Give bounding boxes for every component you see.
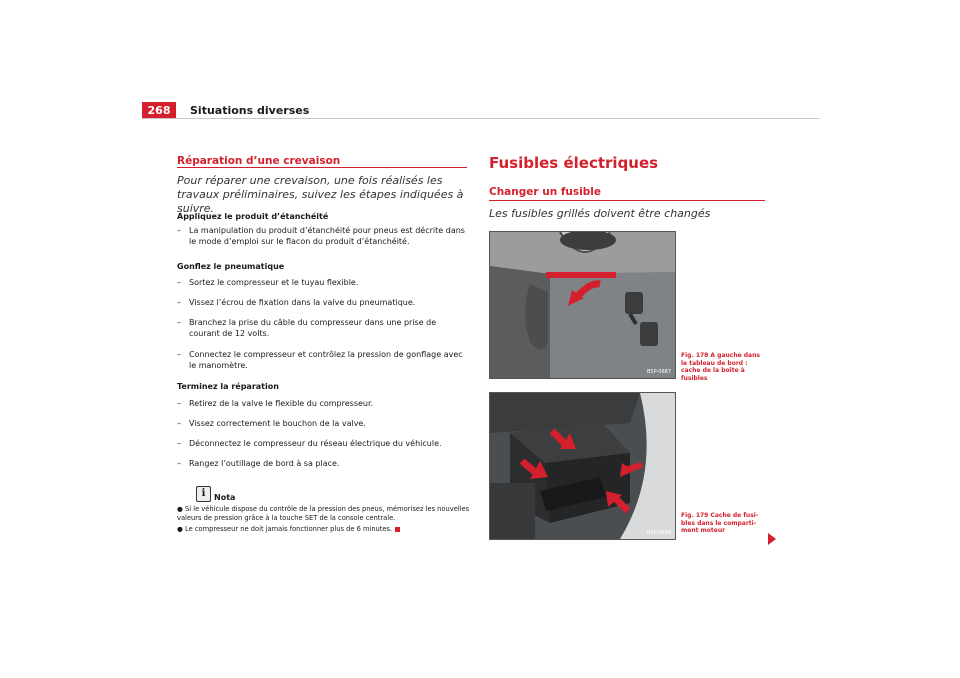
step-dash: – (177, 226, 181, 235)
figure-178-illustration (490, 232, 675, 378)
step-text: Connectez le compresseur et contrôlez la pression de gonflage avec le manomètre. (189, 350, 463, 370)
section-intro: Pour réparer une crevaison, une fois réalisés les travaux préliminaires, suivez les étapes indiquées à suivre. (177, 174, 464, 215)
bullet-dot: ● (177, 505, 183, 513)
step-dash: – (177, 419, 181, 428)
step-dash: – (177, 439, 181, 448)
bullet-dot: ● (177, 525, 183, 533)
next-page-arrow-icon (768, 533, 776, 545)
subheading-gonflez: Gonflez le pneumatique (177, 262, 285, 271)
bullet-text: Si le véhicule dispose du contrôle de la pression des pneus, mémorisez les nouvelles valeurs de pression grâce à la touche SET de la console centrale. (177, 505, 470, 522)
figure-178-dashboard (489, 231, 676, 379)
bullet-text: Le compresseur ne doit jamais fonctionner plus de 6 minutes. (184, 525, 393, 533)
page-number: 268 (142, 102, 176, 119)
section-rule (177, 167, 467, 168)
step-item (177, 349, 469, 371)
figure-179-illustration (490, 393, 675, 539)
step-dash: – (177, 298, 181, 307)
nota-bullet (177, 525, 472, 534)
step-text: Branchez la prise du câble du compresseur dans une prise de courant de 12 volts. (189, 318, 437, 338)
figure-179-engine (489, 392, 676, 540)
figure-179-caption: Fig. 179 Cache de fusi-bles dans le comparti-ment moteur (681, 512, 759, 534)
step-text: La manipulation du produit d’étanchéité pour pneus est décrite dans le mode d’emploi sur le flacon du produit d’étanchéité. (189, 226, 465, 246)
step-dash: – (177, 318, 181, 327)
figure-178-caption: Fig. 178 A gauche dans le tableau de bord : cache de la boîte à fusibles (681, 352, 760, 382)
step-item (177, 225, 469, 247)
section-intro: Les fusibles grillés doivent être changés (489, 207, 711, 220)
chapter-title: Fusibles électriques (489, 154, 659, 172)
step-text: Retirez de la valve le flexible du compresseur. (189, 399, 374, 408)
step-dash: – (177, 459, 181, 468)
info-i-icon: i (196, 486, 211, 502)
section-rule (489, 200, 765, 201)
step-dash: – (177, 399, 181, 408)
figure-code: B5P-0599 (646, 530, 671, 536)
step-item (177, 277, 469, 288)
step-item (177, 297, 469, 308)
step-item (177, 398, 469, 409)
subheading-etancheite: Appliquez le produit d’étanchéité (177, 212, 329, 221)
step-dash: – (177, 350, 181, 359)
step-text: Déconnectez le compresseur du réseau électrique du véhicule. (189, 439, 442, 448)
end-of-section-marker (395, 527, 400, 532)
step-item (177, 438, 469, 449)
step-text: Vissez correctement le bouchon de la valve. (189, 419, 366, 428)
section-title-crevaison: Réparation d’une crevaison (177, 155, 341, 167)
running-title: Situations diverses (190, 104, 310, 117)
step-text: Vissez l’écrou de fixation dans la valve du pneumatique. (189, 298, 416, 307)
step-item (177, 458, 469, 469)
subheading-terminez: Terminez la réparation (177, 382, 279, 391)
header-rule (142, 118, 820, 119)
nota-bullet (177, 505, 472, 523)
step-text: Rangez l’outillage de bord à sa place. (189, 459, 340, 468)
figure-code: B5P-0687 (646, 369, 671, 375)
nota-label: Nota (214, 493, 236, 502)
step-item (177, 317, 469, 339)
step-item (177, 418, 469, 429)
step-text: Sortez le compresseur et le tuyau flexible. (189, 278, 359, 287)
step-dash: – (177, 278, 181, 287)
section-title-fusible: Changer un fusible (489, 186, 601, 198)
